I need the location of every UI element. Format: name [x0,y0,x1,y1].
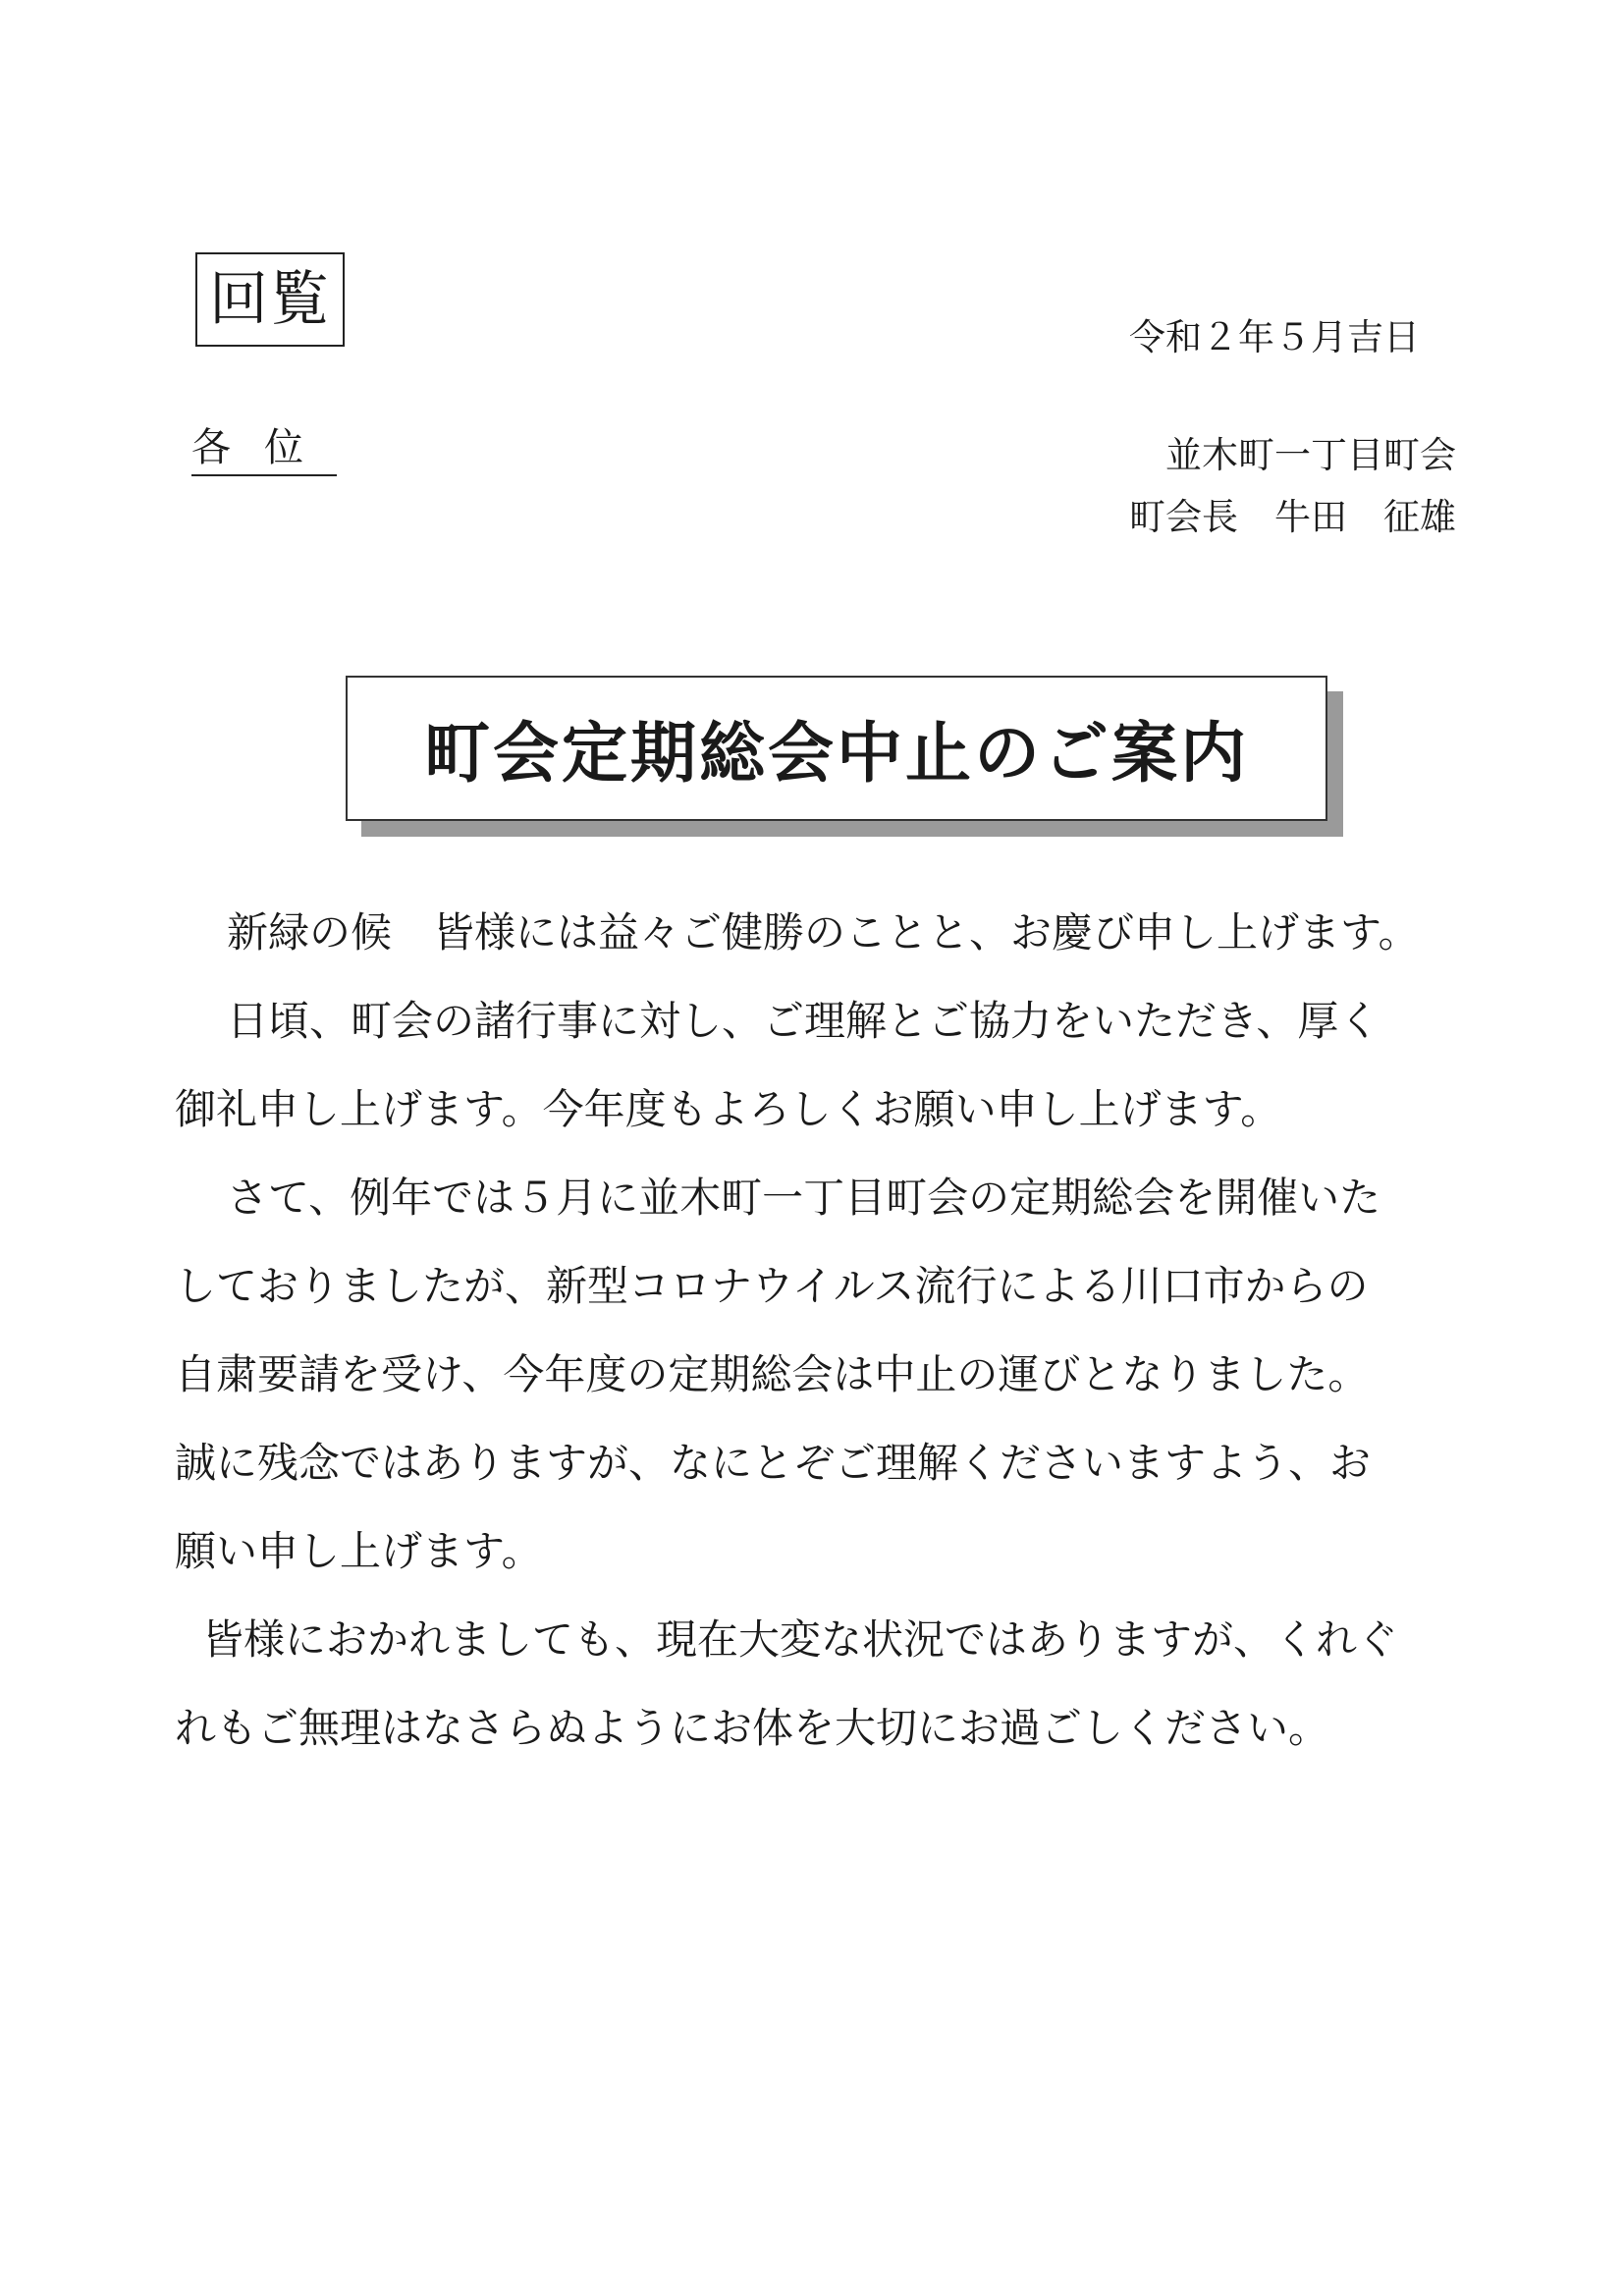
document-title: 町会定期総会中止のご案内 [424,715,1249,792]
body-line: れもご無理はなさらぬようにお体を大切にお過ごしください。 [175,1704,1330,1752]
body-line: 御礼申し上げます。今年度もよろしくお願い申し上げます。 [175,1085,1282,1133]
sender-block [1129,424,1456,548]
title-frame [346,676,1327,821]
sender-chairman: 町会長 牛田 征雄 [1129,496,1456,538]
body-line: 願い申し上げます。 [175,1527,543,1575]
body-line: 新緑の候 皆様には益々ご健勝のことと、お慶び申し上げます。 [227,908,1420,957]
body-line: 自粛要請を受け、今年度の定期総会は中止の運びとなりました。 [175,1350,1370,1398]
addressee: 各位 [191,416,337,476]
body-text [175,889,1451,1773]
notice-date: 令和２年５月吉日 [1129,316,1420,358]
body-line: 皆様におかれましても、現在大変な状況ではありますが、くれぐ [202,1615,1399,1664]
body-line: 日頃、町会の諸行事に対し、ご理解とご協力をいただき、厚く [227,997,1380,1045]
sender-organization: 並木町一丁目町会 [1165,434,1456,476]
body-line: さて、例年では５月に並木町一丁目町会の定期総会を開催いた [227,1174,1381,1222]
body-line: しておりましたが、新型コロナウイルス流行による川口市からの [175,1262,1369,1310]
circulation-stamp: 回覧 [195,252,345,347]
title-box [346,676,1327,821]
body-line: 誠に残念ではありますが、なにとぞご理解くださいますよう、お [175,1439,1372,1487]
